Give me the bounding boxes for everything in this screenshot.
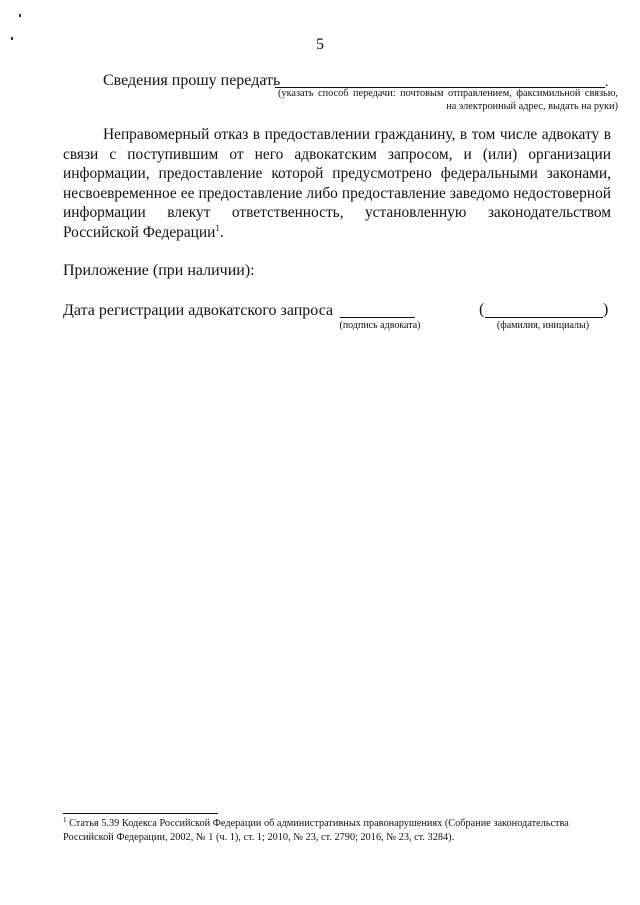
paragraph-end: . [219, 223, 224, 241]
footnote-ref: 1 [215, 222, 220, 233]
paragraph-text: Неправомерный отказ в предоставлении гражданину, в том числе адвокату в связи с поступившим от него адвокатским запросом, и (или) организации информации, предоставление которой предусмотрено федеральными законами, несвоевременное ее предоставление либо предоставление заведомо недостоверной информации влекут ответственность, установленную законодательством Российской Федерации [63, 126, 611, 241]
request-end-dot: . [605, 75, 609, 90]
page-number: 5 [316, 36, 324, 53]
signature-hint: (подпись адвоката) [339, 320, 421, 331]
attachment-label: Приложение (при наличии): [63, 262, 255, 279]
date-label: Дата регистрации адвокатского запроса [63, 302, 334, 319]
request-hint: (указать способ передачи: почтовым отправлением, факсимильной связью, на электронный адрес, выдать на руки) [278, 88, 618, 112]
name-close-paren: ) [603, 301, 609, 318]
name-line [485, 317, 603, 318]
footnote-divider [63, 813, 218, 814]
request-label: Сведения прошу передать [103, 72, 281, 89]
name-hint: (фамилия, инициалы) [496, 320, 590, 331]
name-open-paren: ( [479, 301, 485, 318]
signature-line [340, 317, 415, 318]
footnote-text: Статья 5.39 Кодекса Российской Федерации об административных правонарушениях (Собрание законодательства Российской Федерации, 2002, № 1 (ч. 1), ст. 1; 2010, № 23, ст. 2790; 2016, № 23, ст. 3284). [63, 818, 569, 843]
scan-speck [19, 14, 21, 17]
liability-paragraph [63, 125, 611, 243]
footnote [63, 817, 613, 845]
footnote-marker: 1 [63, 816, 67, 824]
